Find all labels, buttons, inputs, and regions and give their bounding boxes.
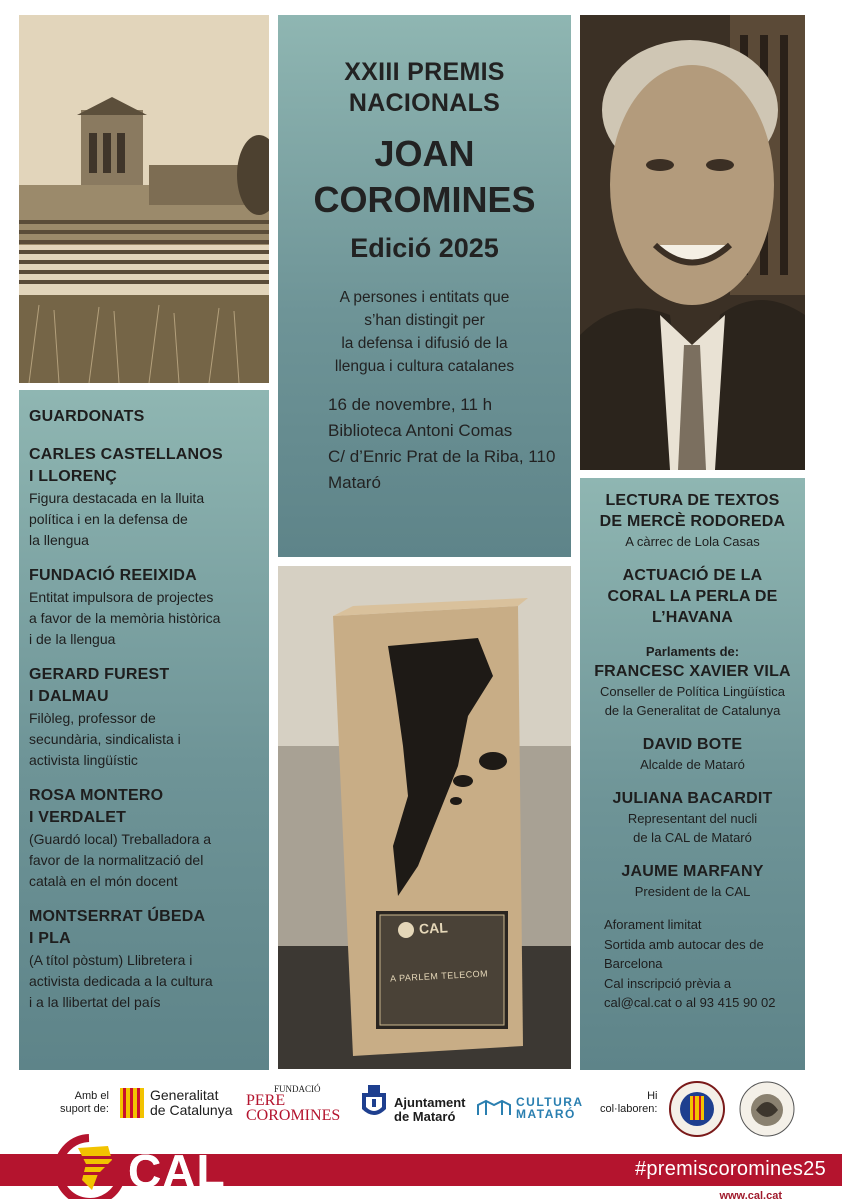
edition-heading: XXIII PREMIS NACIONALS	[344, 58, 505, 117]
program-choir: ACTUACIÓ DE LA CORAL LA PERLA DE L’HAVANA	[607, 567, 778, 626]
ajuntament-mataro-logo: Ajuntament de Mataró	[358, 1082, 466, 1124]
awardee-item	[29, 565, 257, 650]
generalitat-logo: Generalitat de Catalunya	[120, 1088, 233, 1118]
collab-label: Hi col·laboren:	[600, 1090, 658, 1115]
title-panel	[278, 15, 571, 557]
awardees-panel	[19, 390, 269, 1070]
awardees-heading: GUARDONATS	[29, 408, 145, 425]
collaborator-seal-icon	[668, 1080, 726, 1138]
speaker-item: JAUME MARFANY President de la CAL	[621, 863, 764, 899]
portrait-illustration	[580, 15, 805, 470]
support-label: Amb el suport de:	[60, 1090, 109, 1115]
speeches-label: Parlaments de:	[645, 644, 740, 659]
trophy-illustration	[278, 566, 571, 1069]
cultura-mataro-icon	[476, 1099, 512, 1117]
collaborator-seal-1	[668, 1080, 726, 1138]
event-details: 16 de novembre, 11 h Biblioteca Antoni Comas C/ d’Enric Prat de la Riba, 110 Mataró	[328, 395, 556, 492]
cultura-mataro-logo: CULTURA MATARÓ	[476, 1096, 584, 1120]
speaker-item: DAVID BOTE Alcalde de Mataró	[640, 736, 745, 772]
program-panel	[580, 478, 805, 1070]
awardee-item	[29, 444, 257, 551]
awardee-name: GERARD FUREST I DALMAU	[29, 666, 170, 705]
prize-description: A persones i entitats que s’han distingit per la defensa i difusió de la llengua i cultura catalanes	[334, 289, 515, 375]
awardee-name: CARLES CASTELLANOS I LLORENÇ	[29, 446, 223, 485]
awardee-description: (A títol pòstum) Llibretera i activista dedicada a la cultura i a la llibertat del país	[29, 952, 213, 1010]
edition-year: Edició 2025	[350, 233, 499, 263]
cal-logo-icon	[48, 1134, 130, 1199]
awardee-description: Entitat impulsora de projectes a favor de la memòria històrica i de la llengua	[29, 589, 221, 647]
awardee-item	[29, 785, 257, 892]
awardee-name: ROSA MONTERO I VERDALET	[29, 787, 164, 826]
awardee-item	[29, 906, 257, 1013]
awardee-description: (Guardó local) Treballadora a favor de la normalització del català en el món docent	[29, 831, 212, 889]
trophy-photo	[278, 566, 571, 1069]
building-illustration	[19, 15, 269, 383]
sponsors-row	[0, 1078, 842, 1140]
awardee-item	[29, 664, 257, 771]
collaborator-seal-2	[738, 1080, 796, 1138]
website-link[interactable]: www.cal.cat	[719, 1190, 782, 1199]
fundacio-coromines-logo: FUNDACIÓ PERE COROMINES	[246, 1084, 341, 1124]
speaker-item: JULIANA BACARDIT Representant del nucli de la CAL de Mataró	[612, 790, 773, 845]
ajuntament-crest-icon	[358, 1085, 390, 1121]
plaque-brand: CAL	[418, 919, 449, 937]
awardee-description: Filòleg, professor de secundària, sindicalista i activista lingüístic	[29, 710, 181, 768]
building-photo	[19, 15, 269, 383]
speaker-item: FRANCESC XAVIER VILA Conseller de Política Lingüística de la Generalitat de Catalunya	[594, 663, 791, 718]
footer	[0, 1145, 842, 1199]
hashtag: #premiscoromines25	[634, 1158, 826, 1180]
prize-name: JOAN COROMINES	[313, 133, 536, 220]
cal-logo-text: CAL	[128, 1145, 226, 1197]
awardee-description: Figura destacada en la lluita política i en la defensa de la llengua	[29, 490, 205, 548]
portrait-photo	[580, 15, 805, 470]
collaborator-seal-icon	[738, 1080, 796, 1138]
registration-note: Aforament limitat Sortida amb autocar des de Barcelona Cal inscripció prèvia a cal@cal.cat o al 93 415 90 02	[604, 917, 776, 1010]
awardee-name: MONTSERRAT ÚBEDA I PLA	[29, 908, 206, 947]
program-reading: LECTURA DE TEXTOS DE MERCÈ RODOREDA A càrrec de Lola Casas	[599, 492, 786, 549]
awardee-name: FUNDACIÓ REEIXIDA	[29, 567, 197, 584]
plaque-text: A PARLEM TELECOM	[389, 968, 489, 984]
senyera-icon	[120, 1088, 144, 1118]
